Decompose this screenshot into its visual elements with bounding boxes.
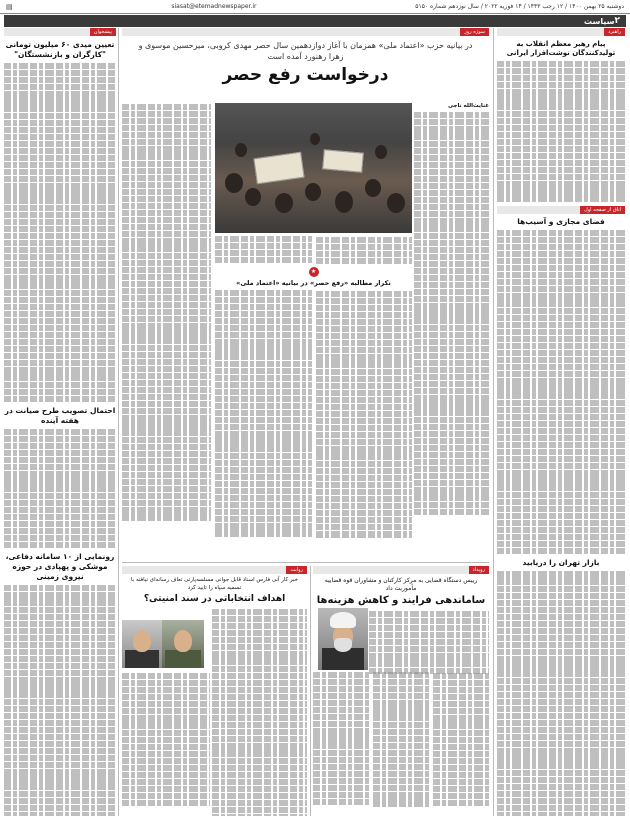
center-kicker: در بیانیه حزب «اعتماد ملی» همزمان با آغاز دوازدهمین سال حصر مهدی کروبی، میرحسین موسوی و زهرا رهنورد آمده است: [138, 41, 473, 61]
divider: [310, 566, 311, 816]
right-tag: راهبرد: [604, 28, 625, 36]
center-left-body: [122, 103, 211, 538]
right-column: [497, 28, 625, 816]
section-title: سیاست: [584, 16, 615, 26]
right-headline: پیام رهبر معظم انقلاب به تولیدکنندگان نوشت‌افزار ایرانی: [506, 40, 616, 57]
right-article-body-2: [497, 230, 625, 555]
left-headline-2: احتمال تصویب طرح صیانت در هفته آینده: [4, 405, 116, 425]
right-tag-bar: [497, 28, 625, 36]
bottom-center-headline: ساماندهی فرایند و کاهش هزینه‌ها: [316, 595, 486, 606]
right-tag-2: اتاق‌ از صفحه اول: [580, 206, 625, 214]
left-headline: تعیین میدی ۶۰ میلیون تومانی "کارگران و بازنشستگان": [5, 40, 115, 59]
left-column: [4, 28, 116, 816]
cleric-portrait: [318, 608, 368, 670]
right-tag-bar-2: [497, 206, 625, 214]
bottom-center-body: [313, 672, 489, 816]
page-number: ۲: [614, 16, 620, 26]
bottom-center-tag: رویداد: [469, 566, 489, 574]
center-right-body: [414, 103, 489, 538]
left-tag: پیشخوان: [90, 28, 116, 36]
center-tag: سوژه روز: [460, 28, 489, 36]
bottom-left-headline: اهداف انتخاباتی در سند امنیتی؟: [143, 594, 286, 604]
divider: [118, 28, 119, 816]
divider: [122, 562, 489, 563]
portrait-military: [162, 620, 204, 668]
center-headline: درخواست رفع حصر: [222, 65, 389, 85]
left-headline-3: رونمایی از ۱۰ سامانه دفاعی، موشکی و پهپادی در حوزه نیروی زمینی: [5, 552, 115, 582]
left-article-body-2: [4, 429, 116, 548]
bottom-left-body: [122, 672, 210, 816]
logo: ▤: [6, 2, 13, 11]
right-article-body: [497, 61, 625, 202]
left-tag-bar: [4, 28, 116, 36]
section-bar: [4, 15, 626, 27]
byline: عنایت‌الله ناجی: [447, 103, 489, 109]
dateline: دوشنبه ۲۵ بهمن ۱۴۰۰ / ۱۲ رجب ۱۴۴۳ / ۱۴ فوریه ۲۰۲۲ / سال نوزدهم شماره ۵۱۵۰: [415, 3, 624, 10]
center-star-icon: ★: [309, 267, 319, 277]
right-headline-3: بازار تهران را دریابید: [522, 558, 600, 568]
right-article-body-3: [497, 571, 625, 816]
bottom-left-tag-bar: [122, 566, 307, 574]
center-tag-bar: [122, 28, 489, 36]
bottom-left-kicker: خبر کار آنی فارس اسناد قابل جوانی مسلسه‌پارتی تعاف رسانه‌ای نیافته با تسمیه سپاه را تایید کرد: [130, 577, 299, 591]
bottom-center-kicker: رییس دستگاه قضایی به مرکز کارکنان و مشاوران قوه قضاییه مأموریت داد: [324, 577, 478, 592]
center-subhead: تکرار مطالبه «رفع حصر» در بیانیه «اعتماد ملی»: [236, 278, 391, 287]
right-headline-2: فضای مجازی و آسیب‌ها: [517, 216, 605, 226]
center-middle-body: [215, 236, 412, 538]
top-info-bar: [0, 0, 630, 14]
divider: [493, 28, 494, 816]
bottom-left-tag: روایت: [286, 566, 307, 574]
portrait-man: [122, 620, 162, 668]
left-article-body-3: [4, 585, 116, 816]
site-email: siasat@etemadnewspaper.ir: [171, 3, 257, 10]
bottom-center-tag-bar: [313, 566, 489, 574]
left-article-body: [4, 63, 116, 402]
protest-photo: [215, 103, 412, 233]
